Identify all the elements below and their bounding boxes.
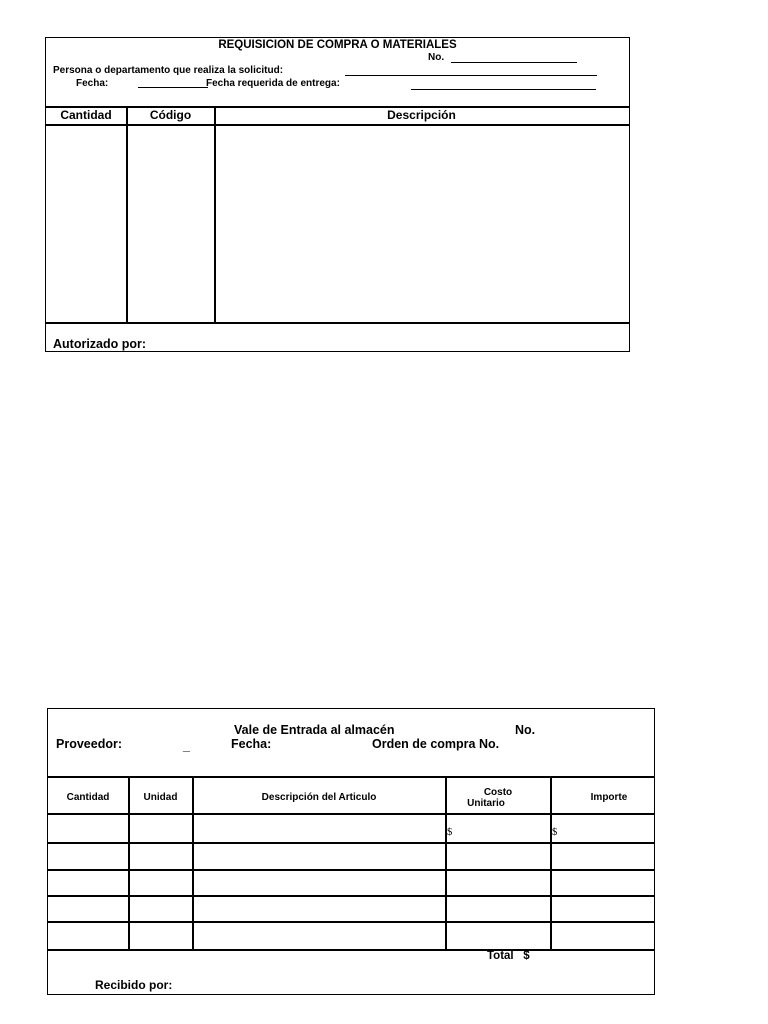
autorizado-label: Autorizado por: (53, 337, 147, 351)
row-divider (48, 921, 654, 923)
requisicion-no-field[interactable] (451, 62, 577, 63)
recibido-label: Recibido por: (95, 978, 173, 992)
column-divider (128, 776, 130, 949)
row-divider (48, 895, 654, 897)
row-divider (48, 842, 654, 844)
table-top-border (48, 776, 654, 778)
column-divider (445, 776, 447, 949)
row-divider (48, 869, 654, 871)
proveedor-field[interactable]: _ (183, 739, 190, 753)
proveedor-label: Proveedor: (56, 737, 122, 751)
cantidad-cell[interactable] (46, 126, 126, 322)
column-header-unidad: Unidad (143, 792, 178, 803)
column-header-costo: Costo (483, 787, 513, 798)
footer-border (46, 322, 629, 324)
persona-field[interactable] (345, 75, 597, 76)
total-text: Total (487, 950, 514, 962)
fecha-field[interactable] (138, 87, 208, 88)
vale-entrada-form (47, 708, 655, 995)
column-header-unitario: Unitario (467, 798, 505, 809)
column-header-cantidad: Cantidad (60, 108, 112, 122)
requisicion-title: REQUISICION DE COMPRA O MATERIALES (218, 39, 457, 51)
column-divider (550, 776, 552, 949)
column-divider (192, 776, 194, 949)
persona-label: Persona o departamento que realiza la solicitud: (53, 65, 284, 76)
column-header-importe: Importe (590, 792, 628, 803)
descripcion-cell[interactable] (216, 126, 628, 322)
column-header-descripcion-articulo: Descripción del Articulo (261, 792, 377, 803)
vale-no-label: No. (515, 723, 536, 737)
requisicion-no-label: No. (428, 52, 445, 63)
total-label (487, 950, 530, 962)
row-divider (48, 949, 654, 951)
column-header-cantidad: Cantidad (66, 792, 110, 803)
requisicion-form (45, 37, 630, 352)
fecha-requerida-field[interactable] (411, 89, 596, 90)
column-header-codigo: Código (149, 108, 192, 122)
fecha-label: Fecha: (76, 78, 109, 89)
codigo-cell[interactable] (128, 126, 214, 322)
vale-fecha-label: Fecha: (231, 737, 272, 751)
row-divider (48, 813, 654, 815)
importe-currency-symbol: $ (552, 827, 558, 838)
fecha-requerida-label: Fecha requerida de entrega: (206, 78, 340, 89)
column-header-descripcion: Descripción (387, 108, 456, 122)
costo-currency-symbol: $ (447, 827, 453, 838)
vale-title: Vale de Entrada al almacén (234, 723, 395, 737)
total-currency-symbol: $ (523, 950, 530, 962)
orden-compra-label: Orden de compra No. (372, 737, 500, 751)
